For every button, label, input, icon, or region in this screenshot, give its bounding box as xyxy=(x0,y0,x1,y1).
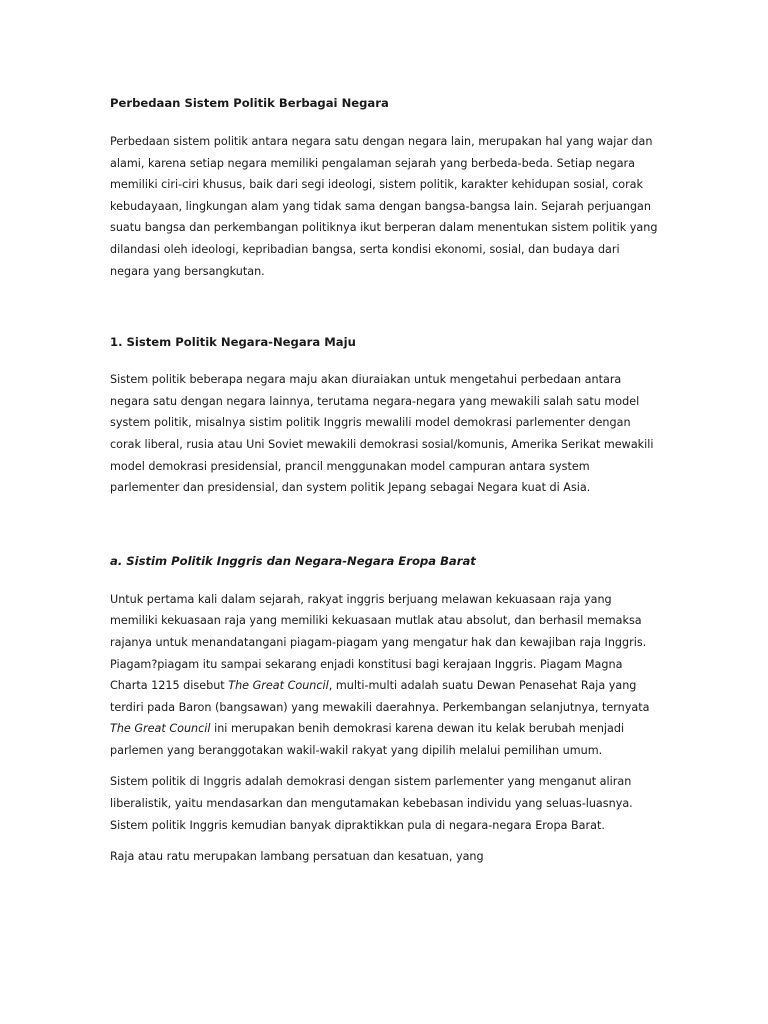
section-a-paragraph-2: Sistem politik di Inggris adalah demokrasi dengan sistem parlementer yang menganut aliran liberalistik, yaitu mendasarkan dan mengutamakan kebebasan individu yang seluas-luasnya. Sistem politik Inggris kemudian banyak dipraktikkan pula di negara-negara Eropa Barat. xyxy=(110,775,633,832)
section-a-paragraph-1 xyxy=(110,589,658,762)
great-council-term-2: The Great Council xyxy=(110,722,211,736)
section-a-p1-text-3: ini merupakan benih demokrasi karena dewan itu kelak berubah menjadi parlemen yang beranggotakan wakil-wakil rakyat yang dipilih melalui pemilihan umum. xyxy=(110,722,625,757)
document-body xyxy=(110,92,658,868)
section-a-p1-text-1: Untuk pertama kali dalam sejarah, rakyat inggris berjuang melawan kekuasaan raja yang memiliki kekuasaan raja yang memiliki kekuasaan mutlak atau absolut, dan berhasil memaksa rajanya untuk menandatangani piagam-piagam yang mengatur hak dan kewajiban raja Inggris. Piagam?piagam itu sampai sekarang enjadi konstitusi bagi kerajaan Inggris. Piagam Magna Charta 1215 disebut xyxy=(110,592,647,693)
document-title: Perbedaan Sistem Politik Berbagai Negara xyxy=(110,96,389,110)
intro-paragraph: Perbedaan sistem politik antara negara satu dengan negara lain, merupakan hal yang wajar dan alami, karena setiap negara memiliki pengalaman sejarah yang berbeda-beda. Setiap negara memiliki ciri-ciri khusus, baik dari segi ideologi, sistem politik, karakter kehidupan sosial, corak kebudayaan, lingkungan alam yang tidak sama dengan bangsa-bangsa lain. Sejarah perjuangan suatu bangsa dan perkembangan politiknya ikut berperan dalam menentukan sistem politik yang dilandasi oleh ideologi, kepribadian bangsa, serta kondisi ekonomi, sosial, dan budaya dari negara yang bersangkutan. xyxy=(110,135,658,278)
section-a-p1-text-2: , multi-multi adalah suatu Dewan Penasehat Raja yang terdiri pada Baron (bangsawan) yang mewakili daerahnya. Perkembangan selanjutnya, ternyata xyxy=(110,679,650,714)
section-1-heading: 1. Sistem Politik Negara-Negara Maju xyxy=(110,335,356,350)
great-council-term-1: The Great Council xyxy=(228,679,329,693)
section-1-paragraph: Sistem politik beberapa negara maju akan diuraiakan untuk mengetahui perbedaan antara negara satu dengan negara lainnya, terutama negara-negara yang mewakili salah satu model system politik, misalnya sistim politik Inggris mewalili model demokrasi parlementer dengan corak liberal, rusia atau Uni Soviet mewakili demokrasi sosial/komunis, Amerika Serikat mewakili model demokrasi presidensial, prancil menggunakan model campuran antara system parlementer dan presidensial, dan system politik Jepang sebagai Negara kuat di Asia. xyxy=(110,373,654,495)
section-a-paragraph-3: Raja atau ratu merupakan lambang persatuan dan kesatuan, yang xyxy=(110,850,484,864)
section-a-heading: a. Sistim Politik Inggris dan Negara-Negara Eropa Barat xyxy=(110,553,476,568)
